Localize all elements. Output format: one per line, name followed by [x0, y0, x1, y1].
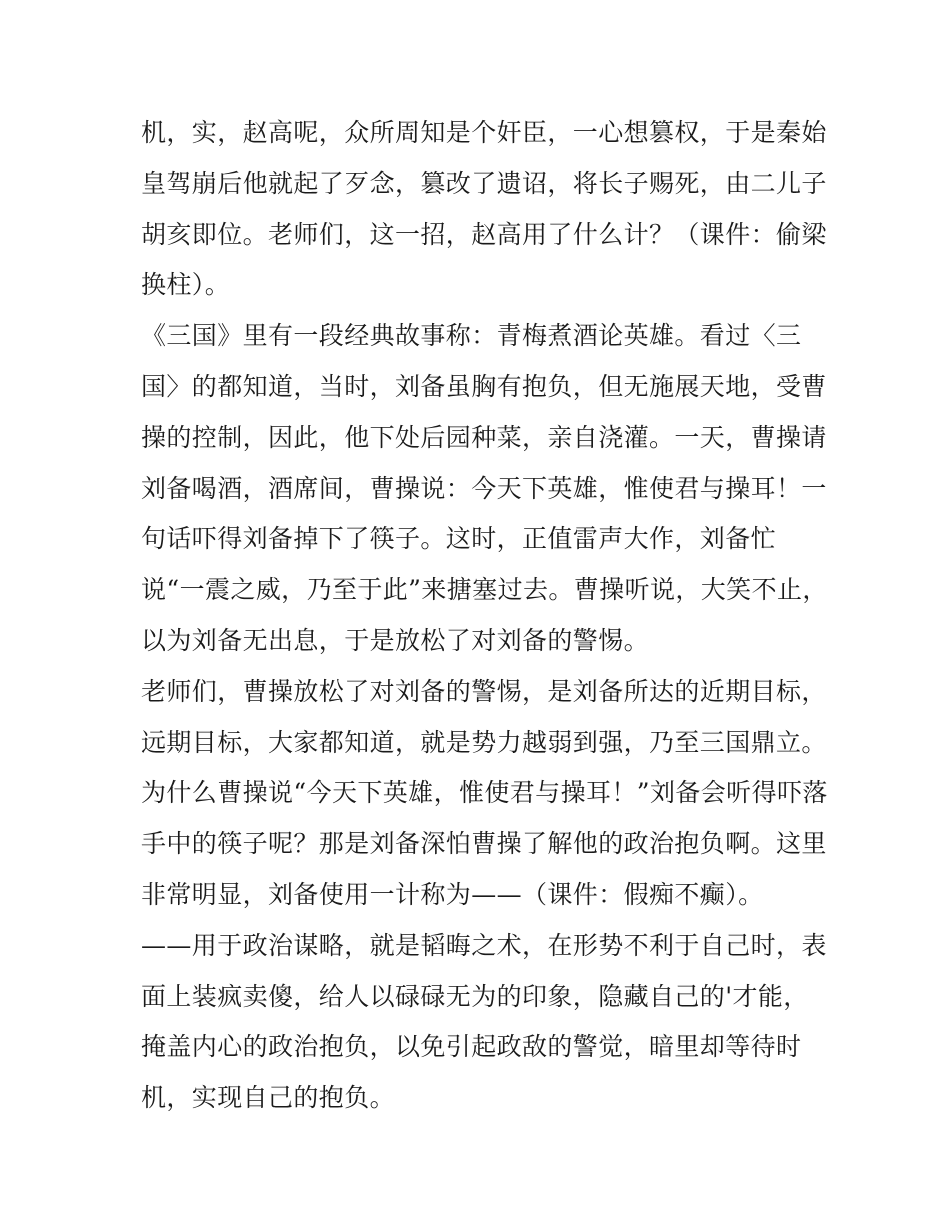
- body-text: [141, 108, 828, 1124]
- text-line: 机，实，赵高呢，众所周知是个奸臣，一心想篡权，于是秦始: [141, 118, 827, 147]
- text-line: 掩盖内心的政治抱负，以免引起政敌的警觉，暗里却等待时: [141, 1032, 802, 1062]
- text-line: 《三国》里有一段经典故事称：青梅煮酒论英雄。看过〈三: [141, 321, 802, 351]
- text-line: 胡亥即位。老师们，这一招，赵高用了什么计？（课件：偷梁: [141, 219, 827, 249]
- text-line: 说“一震之威，乃至于此”来搪塞过去。曹操听说，大笑不止，: [141, 575, 828, 605]
- text-line: 机，实现自己的抱负。: [141, 1083, 396, 1113]
- text-line: 操的控制，因此，他下处后园种菜，亲自浇灌。一天，曹操请: [141, 422, 827, 452]
- text-line: 换柱）。: [141, 270, 231, 300]
- text-line: 句话吓得刘备掉下了筷子。这时，正值雷声大作，刘备忙: [141, 524, 777, 554]
- text-line: 为什么曹操说“今天下英雄，惟使君与操耳！”刘备会听得吓落: [141, 778, 828, 808]
- text-line: 面上装疯卖傻，给人以碌碌无为的印象，隐藏自己的'才能，: [141, 981, 809, 1011]
- text-line: 皇驾崩后他就起了歹念，篡改了遗诏，将长子赐死，由二儿子: [141, 168, 827, 198]
- text-line: 刘备喝酒，酒席间，曹操说：今天下英雄，惟使君与操耳！一: [141, 473, 827, 503]
- text-line: ——用于政治谋略，就是韬晦之术，在形势不利于自己时，表: [141, 930, 827, 960]
- text-line: 手中的筷子呢？那是刘备深怕曹操了解他的政治抱负啊。这里: [141, 829, 827, 859]
- text-line: 老师们，曹操放松了对刘备的警惕，是刘备所达的近期目标，: [141, 676, 827, 706]
- text-line: 以为刘备无出息，于是放松了对刘备的警惕。: [141, 625, 650, 655]
- text-line: 非常明显，刘备使用一计称为——（课件：假痴不癫）。: [141, 879, 764, 909]
- text-line: 远期目标，大家都知道，就是势力越弱到强，乃至三国鼎立。: [141, 727, 827, 757]
- text-line: 国〉的都知道，当时，刘备虽胸有抱负，但无施展天地，受曹: [141, 371, 827, 401]
